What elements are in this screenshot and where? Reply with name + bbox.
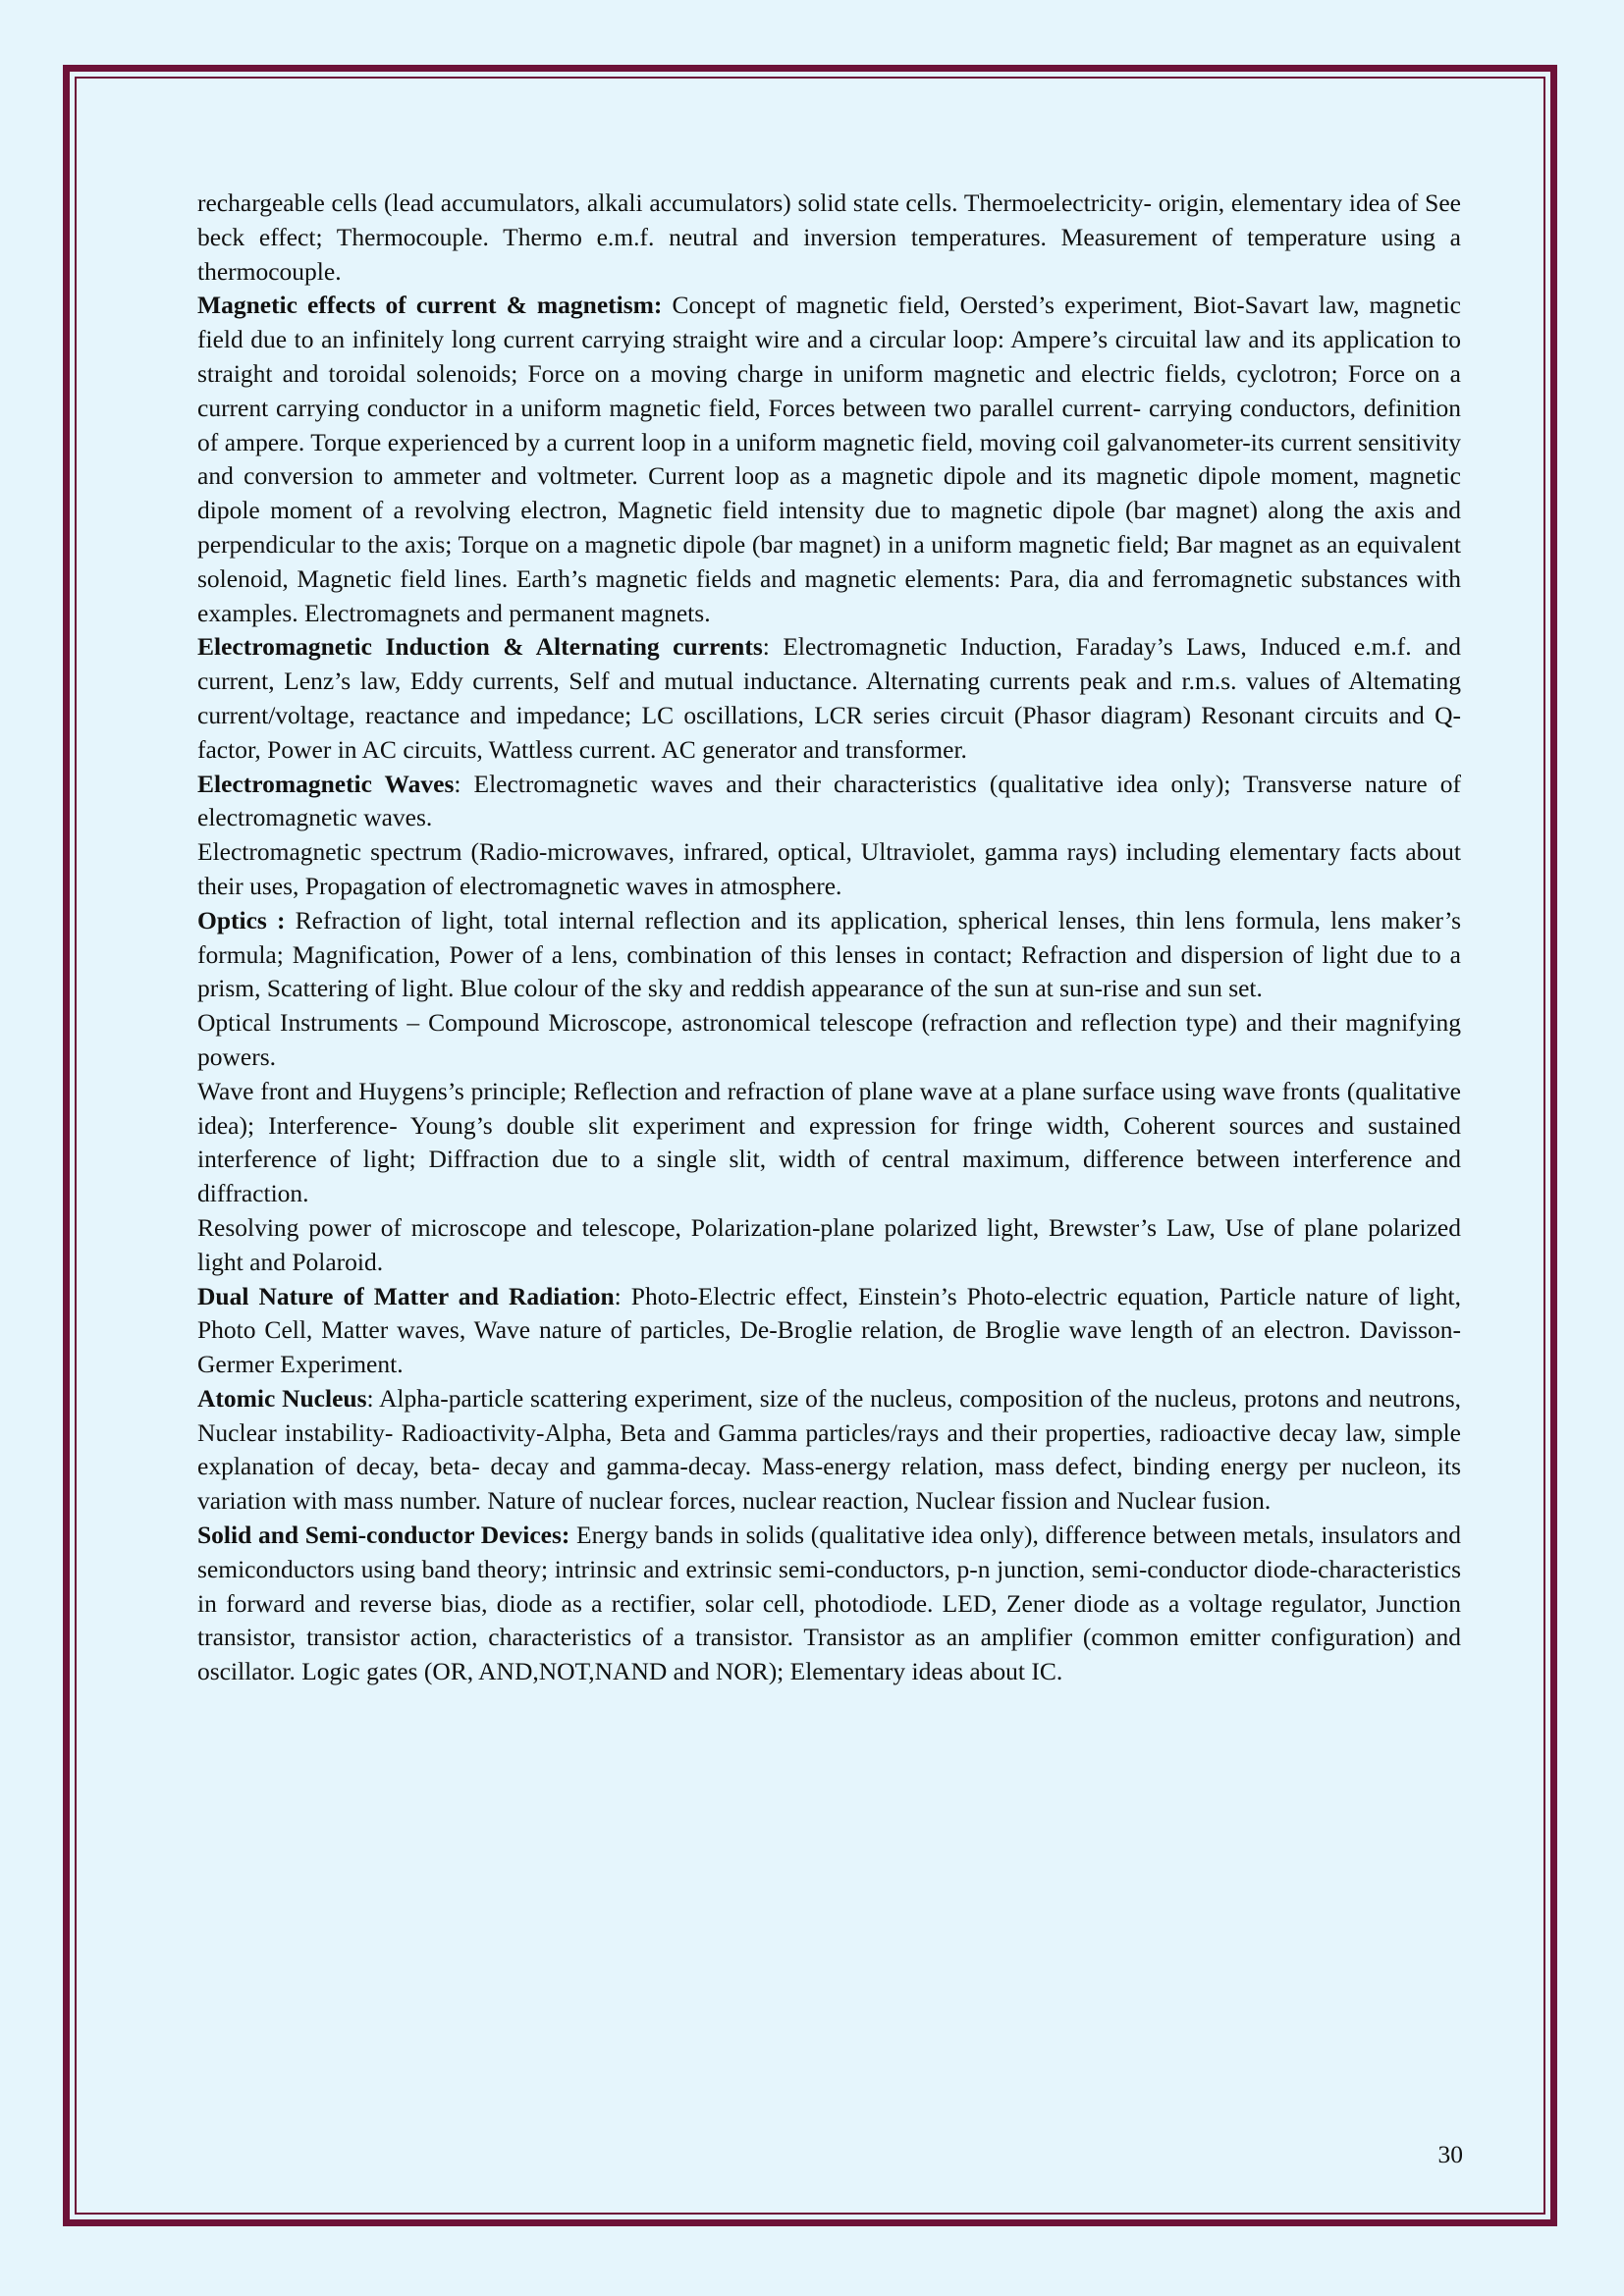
- section-heading: Dual Nature of Matter and Radiation: [197, 1281, 615, 1310]
- page-number: 30: [1437, 2140, 1463, 2168]
- section-heading: Magnetic effects of current & magnetism:: [197, 291, 663, 320]
- paragraph-wave-optics: Wave front and Huygens’s principle; Reflection and refraction of plane wave at a plane surface using wave fronts (qualitative idea); Interference- Young’s double slit experiment and expression for fringe width, Coherent sources and sustained interference of light; Diffraction due to a single slit, width of central maximum, difference between interference and diffraction.: [197, 1076, 1461, 1208]
- paragraph-magnetic-effects: Magnetic effects of current & magnetism: Concept of magnetic field, Oersted’s experiment, Biot-Savart law, magnetic field due to an infinitely long current carrying straight wire and a circular loop: Ampere’s circuital law and its application to straight and toroidal solenoids; Force on a moving charge in uniform magnetic and electric fields, cyclotron; Force on a current carrying conductor in a uniform magnetic field, Forces between two parallel current- carrying conductors, definition of ampere. Torque experienced by a current loop in a uniform magnetic field, moving coil galvanometer-its current sensitivity and conversion to ammeter and voltmeter. Current loop as a magnetic dipole and its magnetic dipole moment, magnetic dipole moment of a revolving electron, Magnetic field intensity due to magnetic dipole (bar magnet) along the axis and perpendicular to the axis; Torque on a magnetic dipole (bar magnet) in a uniform magnetic field; Bar magnet as an equivalent solenoid, Magnetic field lines. Earth’s magnetic fields and magnetic elements: Para, dia and ferromagnetic substances with examples. Electromagnets and permanent magnets.: [197, 291, 1461, 627]
- paragraph-em-spectrum: Electromagnetic spectrum (Radio-microwaves, infrared, optical, Ultraviolet, gamma rays) including elementary facts about their uses, Propagation of electromagnetic waves in atmosphere.: [197, 837, 1461, 900]
- section-heading: Solid and Semi-conductor Devices:: [197, 1521, 570, 1550]
- paragraph-cells-thermoelectricity: rechargeable cells (lead accumulators, alkali accumulators) solid state cells. Thermoelectricity- origin, elementary idea of See beck effect; Thermocouple. Thermo e.m.f. neutral and inversion temperatures. Measurement of temperature using a thermocouple.: [197, 188, 1461, 286]
- paragraph-optical-instruments: Optical Instruments – Compound Microscope, astronomical telescope (refraction and reflection type) and their magnifying powers.: [197, 1008, 1461, 1071]
- section-heading: Atomic Nucleus: [197, 1383, 367, 1413]
- paragraph-atomic-nucleus: Atomic Nucleus: Alpha-particle scattering experiment, size of the nucleus, composition of the nucleus, protons and neutrons, Nuclear instability- Radioactivity-Alpha, Beta and Gamma particles/rays and their properties, radioactive decay law, simple explanation of decay, beta- decay and gamma-decay. Mass-energy relation, mass defect, binding energy per nucleon, its variation with mass number. Nature of nuclear forces, nuclear reaction, Nuclear fission and Nuclear fusion.: [197, 1383, 1461, 1516]
- paragraph-resolving-power: Resolving power of microscope and telescope, Polarization-plane polarized light, Brewster’s Law, Use of plane polarized light and Polaroid.: [197, 1212, 1461, 1276]
- paragraph-dual-nature: Dual Nature of Matter and Radiation: Photo-Electric effect, Einstein’s Photo-electric equation, Particle nature of light, Photo Cell, Matter waves, Wave nature of particles, De-Broglie relation, de Broglie wave length of an electron. Davisson-Germer Experiment.: [197, 1281, 1461, 1379]
- paragraph-em-waves: Electromagnetic Waves: Electromagnetic waves and their characteristics (qualitative idea only); Transverse nature of electromagnetic waves.: [197, 769, 1461, 832]
- section-heading: Electromagnetic Induction & Alternating currents: [197, 632, 763, 662]
- syllabus-body: [197, 187, 1461, 1689]
- paragraph-semiconductor-devices: Solid and Semi-conductor Devices: Energy bands in solids (qualitative idea only), difference between metals, insulators and semiconductors using band theory; intrinsic and extrinsic semi-conductors, p-n junction, semi-conductor diode-characteristics in forward and reverse bias, diode as a rectifier, solar cell, photodiode. LED, Zener diode as a voltage regulator, Junction transistor, transistor action, characteristics of a transistor. Transistor as an amplifier (common emitter configuration) and oscillator. Logic gates (OR, AND,NOT,NAND and NOR); Elementary ideas about IC.: [197, 1521, 1461, 1686]
- section-heading: Electromagnetic Waves: [197, 769, 455, 798]
- paragraph-em-induction: Electromagnetic Induction & Alternating currents: Electromagnetic Induction, Faraday’s Laws, Induced e.m.f. and current, Lenz’s law, Eddy currents, Self and mutual inductance. Alternating currents peak and r.m.s. values of Altemating current/voltage, reactance and impedance; LC oscillations, LCR series circuit (Phasor diagram) Resonant circuits and Q-factor, Power in AC circuits, Wattless current. AC generator and transformer.: [197, 632, 1461, 764]
- paragraph-optics: Optics : Refraction of light, total internal reflection and its application, spherical lenses, thin lens formula, lens maker’s formula; Magnification, Power of a lens, combination of this lenses in contact; Refraction and dispersion of light due to a prism, Scattering of light. Blue colour of the sky and reddish appearance of the sun at sun-rise and sun set.: [197, 905, 1462, 1003]
- section-heading: Optics :: [197, 905, 286, 934]
